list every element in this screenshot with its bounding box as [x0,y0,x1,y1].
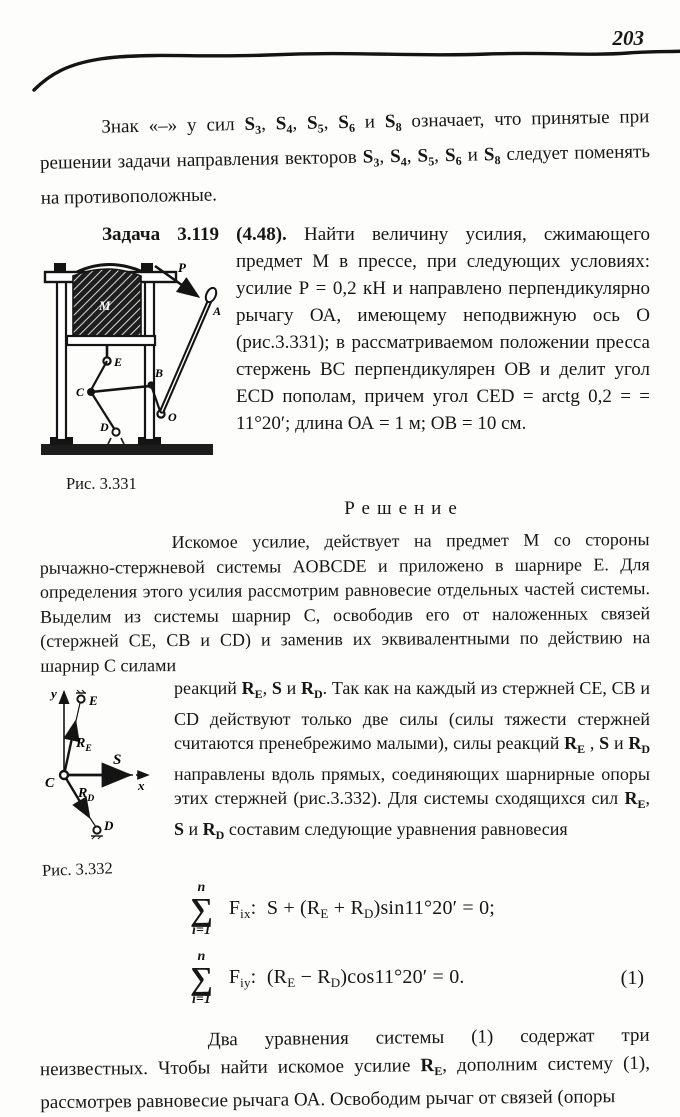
figure-3-331-caption: Рис. 3.331 [66,474,137,493]
paragraph-closing: Два уравнения системы (1) содержат три неизвестных. Чтобы найти искомое усилие $R_E$, дополним систему (1), рассмотрев равновесие рычага ОА. Освободим рычаг от связей (опоры [39,1024,651,1113]
solution-section [39,529,651,880]
label-RE: $R_E$ [76,736,92,754]
label-RD: $R_D$ [78,786,95,804]
header-rule [28,44,680,94]
solution-heading: Решение [344,498,464,519]
label-D: D [100,420,109,434]
figure-3-332-caption: Рис. 3.332 [41,857,114,880]
paragraph-sign-convention: Знак «–» у сил $S_3$, $S_4$, $S_5$, $S_6$ и $S_8$ означает, что принятые при решении задачи направления векторов $S_3$, $S_4$, $S_5$, $S_6$ и $S_8$ следует поменять на противоположные. [39,106,651,209]
label-C: C [76,385,85,399]
label-P: P [178,260,186,275]
label-D: D [104,818,114,833]
equation-fx-expression: $F_{ix}$: $S + (R_E + R_D)\sin 11^\circ 20' = 0$; [228,896,496,921]
equation-number: (1) [620,966,644,989]
label-E: E [89,693,98,708]
ground [41,444,213,455]
label-E: E [114,355,123,369]
equation-fx [190,881,650,938]
sum-symbol: n ∑ i=1 [190,880,213,938]
problem-3-119 [40,221,651,493]
problem-body: предмет М в прессе, при следующих условиях: усилие Р = 0,2 кН и направлено перпендикулярно рычагу ОА, имеющему неподвижную ось О (рис.3.331); в рассматриваемом положении пресса стержень ВС перпендикулярен ОВ и делит угол ECD пополам, причем угол CED = arctg 0,2 = = 11°20′; длина ОА = 1 м; ОВ = 10 см. [236,251,650,434]
solution-paragraph-a: Искомое усилие, действует на предмет М со стороны рычажно-стержневой системы AOBCDE и приложено в шарнире Е. Для определения этого усилия рассмотрим равновесие отдельных частей системы. Выделим из системы шарнир С, освободив его от наложенных связей (стержней СЕ, СВ и CD) и заменив их эквивалентными по действию на шарнир С силами [39,529,651,676]
figure-3-332 [34,680,156,881]
force-diagram-figure [34,680,156,842]
label-S: S [113,752,122,768]
label-x: x [138,778,145,793]
force-RE-arrow [64,724,75,775]
label-y: y [51,686,57,701]
figure-3-331 [40,254,224,497]
equation-fy-expression: $F_{iy}$: $(R_E - R_D)\cos 11^\circ 20' = 0$. [228,965,465,990]
label-O: O [168,410,177,424]
page-number: 203 [612,26,644,50]
press-mechanism-figure [41,254,223,460]
problem-lead-line: Задача 3.119 (4.48). Найти величину усилия, сжимающего [102,224,651,245]
label-B: B [155,366,164,380]
solution-paragraph-b: реакций $R_E$, S и $R_D$. Так как на каждый из стержней СЕ, СВ и CD действуют только две силы (силы тяжести стержней считаются пренебрежимо малыми), силы реакций $R_E$ , S и $R_D$ направлены вдоль прямых, соединяющих шарнирные опоры этих стержней (рис.3.332). Для системы сходящихся сил $R_E$, S и $R_D$ составим следующие уравнения равновесия [174,678,651,842]
sum-symbol: n ∑ i=1 [190,948,213,1007]
label-A: A [213,304,222,318]
equation-fy [190,950,650,1007]
page-header [40,4,650,92]
equilibrium-equations [190,881,650,1007]
label-M: M [99,298,111,313]
label-C: C [45,776,55,791]
